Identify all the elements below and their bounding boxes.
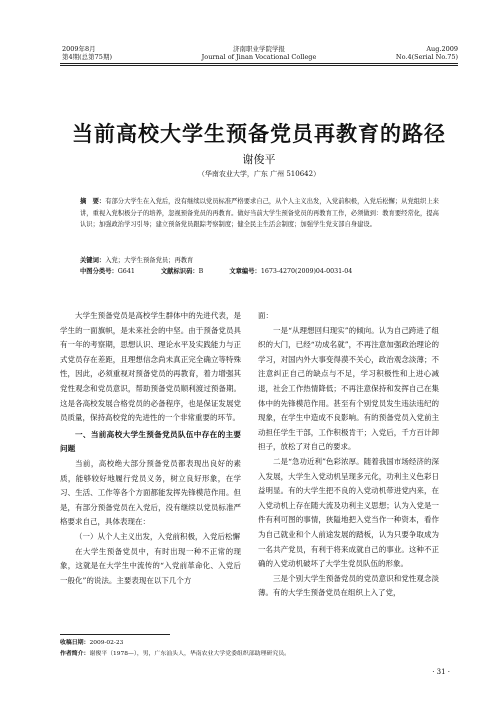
received-value: 2009-02-23 <box>89 640 124 646</box>
body-right-column <box>258 309 439 601</box>
header-issue-en: No.4(Serial No.75) <box>395 53 458 61</box>
author-bio-label: 作者简介： <box>60 649 90 657</box>
abstract <box>80 196 440 231</box>
header-date: 2009年8月 <box>62 45 96 53</box>
doc-code-value: B <box>198 268 204 275</box>
received-label: 收稿日期： <box>60 639 90 646</box>
author-bio <box>60 649 458 660</box>
abstract-text: 有部分大学生在入党后，没有继续以党员标准严格要求自己，从个人主义出发，入党前积极，入党后松懈；从党组织上来讲，重视入党积极分子的培养，忽视预备党员的再教育。做好当前大学生预备党员的再教育工作，必须做到：教育要经常化，提高认识；加强政治学习引导；建立预备党员跟踪考察制度；健全民主生活会制度；加强学生党支部自身建设。 <box>80 198 439 229</box>
article-affiliation: （华南农业大学，广东 广州 510642） <box>197 170 321 178</box>
paragraph: 在大学生预备党员中，有时出现一种不正常的现象，这就是在大学生中流传的“入党前革命化、入党后一般化”的说法。主要表现在以下几个方 <box>60 546 241 585</box>
header-left <box>62 45 112 61</box>
body-left-column <box>60 309 241 588</box>
keywords <box>80 256 440 266</box>
received-date <box>60 638 458 649</box>
paragraph: 面： <box>258 311 273 320</box>
abstract-label: 摘 要： <box>80 198 106 205</box>
article-id-value: 1673-4270(2009)04-0031-04 <box>260 268 353 275</box>
doc-code-label: 文献标识码： <box>160 268 199 275</box>
article-id-label: 文章编号： <box>229 268 261 275</box>
section-heading: 一、当前高校大学生预备党员队伍中存在的主要问题 <box>60 429 241 454</box>
journal-name-en: Journal of Jinan Vocational College <box>201 53 317 61</box>
header-right <box>396 45 458 61</box>
header-rule-bottom <box>60 65 458 66</box>
header-center <box>160 45 358 61</box>
paragraph: 二是“急功近利”色彩浓厚。随着我国市场经济的深入发展，大学生入党动机呈现多元化，功利主义色彩日益明显。有的大学生把不良的入党动机带进党内来，在入党动机上存在随大流及功利主义思想；认为入党是一件有利可图的事情，狭隘地把入党当作一种资本，看作为自己就业和个人前途发展的踏板，认为只要争取成为一名共产党员，有利于将来成就自己的事业。这种不正确的入党动机破坏了大学生党员队伍的形象。 <box>258 456 439 569</box>
paragraph: 三是个别大学生预备党员的党员意识和党性观念淡薄。有的大学生预备党员在组织上入了党， <box>258 573 439 598</box>
paragraph: 当前，高校绝大部分预备党员都表现出良好的素质，能够较好地履行党员义务，树立良好形象，在学习、生活、工作等各个方面都能发挥先锋模范作用。但是，有部分预备党员在入党后，没有继续以党员标准严格要求自己，具体表现在： <box>60 458 241 527</box>
article-title: 当前高校大学生预备党员再教育的路径 <box>72 122 446 146</box>
journal-name-cn: 济南职业学院学报 <box>233 45 285 53</box>
footnote-rule <box>60 634 170 635</box>
paragraph: 大学生预备党员是高校学生群体中的先进代表，是学生的一面旗帜，是未来社会的中坚。由于预备党员具有一年的考察期，思想认识、理论水平及实践能力与正式党员存在差距，且理想信念尚未真正完全确立等特殊性，因此，必须重视对预备党员的再教育，着力增强其党性观念和党员意识，帮助预备党员顺利渡过预备期。这是各高校发展合格党员的必备程序，也是保证发展党员质量，保持高校党的先进性的一个非常重要的环节。 <box>60 311 241 423</box>
keywords-text: 入党；大学生预备党员；再教育 <box>105 257 194 264</box>
header-issue: 第4期(总第75期) <box>62 53 112 61</box>
page-number: · 31 · <box>432 668 450 676</box>
header-date-en: Aug.2009 <box>426 45 458 53</box>
author-bio-text: 谢俊平（1978—），男，广东汕头人，华南农业大学党委组织部助理研究员。 <box>89 650 290 657</box>
footnote <box>60 638 458 659</box>
keywords-label: 关键词： <box>80 257 106 264</box>
paragraph: 一是“从理想回归现实”的倾向。认为自己跨进了组织的大门，已经“功成名就”，不再注意加强政治理论的学习，对国内外大事变得漠不关心，政治观念淡薄；不注意纠正自己的缺点与不足，学习积极性和上进心减退，社会工作热情降低；不再注意保持和发挥自己在集体中的先锋模范作用。甚至有个别党员发生违法违纪的现象，在学生中造成不良影响。有的预备党员入党前主动担任学生干部，工作积极肯干；入党后，千方百计卸担子，放松了对自己的要求。 <box>258 325 439 452</box>
article-author: 谢俊平 <box>242 153 276 166</box>
header-rule-top <box>60 63 458 64</box>
clc-label: 中图分类号： <box>80 268 118 275</box>
clc-value: G641 <box>117 268 135 275</box>
classification-line <box>80 267 440 277</box>
subsection-heading: （一）从个人主义出发，入党前积极，入党后松懈 <box>75 531 240 541</box>
